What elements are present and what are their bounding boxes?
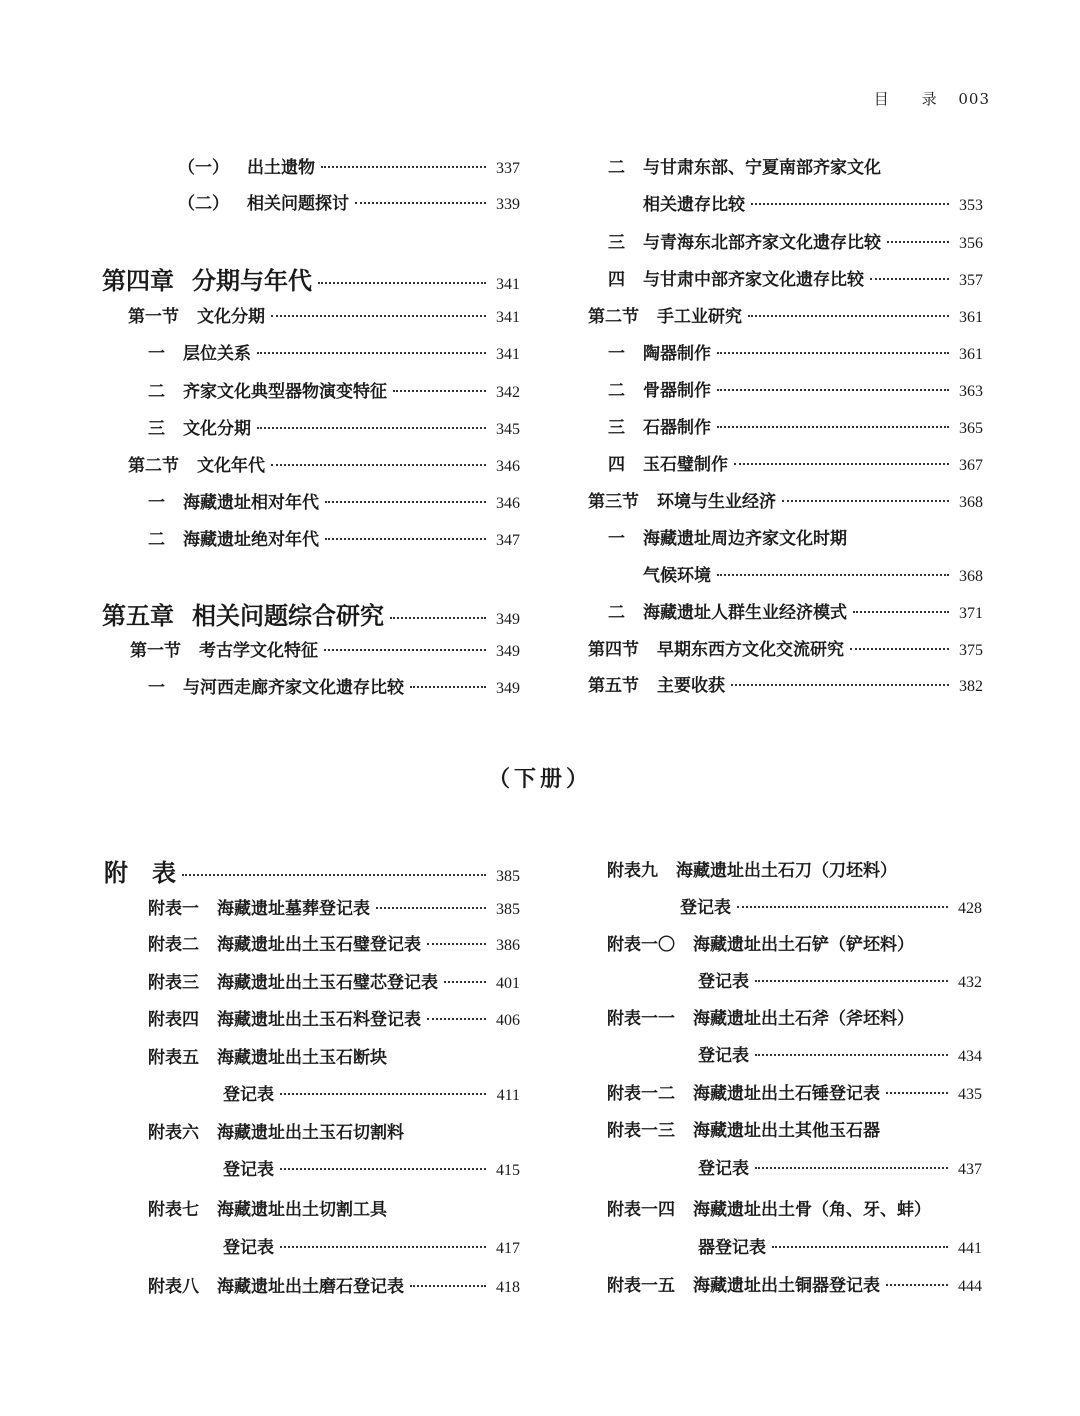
toc-entry [643, 561, 983, 586]
toc-entry-page-number: 444 [958, 1278, 982, 1295]
dot-leader [182, 874, 486, 876]
dot-leader [410, 1285, 486, 1287]
toc-entry-number: 附表八 [148, 1277, 199, 1297]
toc-entry-page-number: 339 [496, 196, 520, 213]
dot-leader [717, 574, 949, 576]
toc-entry [148, 1005, 520, 1030]
toc-entry [148, 1043, 520, 1068]
toc-entry-page-number: 337 [496, 160, 520, 177]
dot-leader [410, 686, 486, 688]
toc-entry-title: 骨器制作 [643, 381, 711, 401]
dot-leader [318, 282, 486, 284]
toc-entry [148, 525, 520, 550]
toc-entry [607, 1079, 982, 1104]
toc-entry-title: 登记表 [698, 972, 749, 992]
toc-entry-page-number: 341 [496, 309, 520, 326]
dot-leader [717, 389, 949, 391]
toc-entry-title: 海藏遗址出土磨石登记表 [217, 1277, 404, 1297]
toc-entry [223, 1233, 520, 1258]
toc-entry-title: 与甘肃东部、宁夏南部齐家文化 [643, 158, 881, 178]
dot-leader [734, 463, 949, 465]
toc-entry [178, 189, 520, 214]
toc-entry-number: 二 [148, 530, 165, 550]
toc-entry-page-number: 432 [958, 974, 982, 991]
dot-leader [717, 352, 949, 354]
toc-entry-title: 登记表 [223, 1238, 274, 1258]
dot-leader [280, 1168, 486, 1170]
toc-entry-page-number: 434 [958, 1048, 982, 1065]
volume-heading: （下册） [487, 766, 592, 792]
toc-entry-page-number: 385 [496, 901, 520, 918]
running-head-page-number: 003 [958, 90, 990, 108]
toc-entry-title: 文化年代 [197, 456, 265, 476]
running-head [874, 88, 990, 109]
dot-leader [887, 241, 949, 243]
toc-entry [608, 376, 983, 401]
toc-entry-title: 登记表 [223, 1160, 274, 1180]
dot-leader [376, 907, 486, 909]
toc-entry-page-number: 349 [496, 680, 520, 697]
toc-entry-title: 海藏遗址出土玉石璧登记表 [217, 935, 421, 955]
toc-entry-page-number: 435 [958, 1086, 982, 1103]
toc-entry-page-number: 361 [959, 346, 983, 363]
toc-entry-number: 第三节 [588, 492, 639, 512]
toc-entry-number: 二 [608, 158, 625, 178]
toc-entry-page-number: 382 [959, 678, 983, 695]
toc-entry [588, 487, 983, 512]
toc-entry-number: 附表五 [148, 1048, 199, 1068]
toc-entry [643, 190, 983, 215]
toc-entry [608, 598, 983, 623]
toc-entry-page-number: 341 [496, 276, 520, 293]
toc-entry [607, 856, 982, 881]
toc-entry-title: 海藏遗址墓葬登记表 [217, 899, 370, 919]
dot-leader [870, 278, 949, 280]
toc-entry [608, 450, 983, 475]
dot-leader [782, 500, 949, 502]
toc-entry-title: 相关问题综合研究 [192, 601, 384, 630]
dot-leader [257, 352, 486, 354]
toc-entry-title: 海藏遗址出土玉石切割料 [217, 1123, 404, 1143]
toc-entry [148, 1195, 520, 1220]
toc-entry [104, 853, 520, 888]
dot-leader [390, 617, 486, 619]
dot-leader [755, 1167, 948, 1169]
toc-entry-title: 海藏遗址出土切割工具 [217, 1200, 387, 1220]
dot-leader [271, 464, 486, 466]
toc-entry [148, 377, 520, 402]
toc-entry-number: 附表七 [148, 1200, 199, 1220]
toc-entry-number: （二） [178, 194, 229, 214]
dot-leader [731, 684, 949, 686]
toc-entry-page-number: 415 [496, 1162, 520, 1179]
toc-entry [223, 1080, 520, 1105]
toc-entry-number: 附表一〇 [607, 935, 675, 955]
toc-entry-number: 三 [608, 418, 625, 438]
toc-entry-title: 齐家文化典型器物演变特征 [183, 382, 387, 402]
toc-entry-page-number: 368 [959, 494, 983, 511]
toc-entry-title: 环境与生业经济 [657, 492, 776, 512]
toc-entry-number: 第一节 [128, 307, 179, 327]
toc-entry-number: 附表四 [148, 1010, 199, 1030]
toc-entry [148, 894, 520, 919]
toc-entry [128, 451, 520, 476]
toc-entry-title: 层位关系 [183, 344, 251, 364]
toc-entry-page-number: 441 [958, 1240, 982, 1257]
dot-leader [772, 1246, 948, 1248]
toc-entry-number: 一 [148, 678, 165, 698]
toc-entry-title: 出土遗物 [247, 158, 315, 178]
toc-entry-page-number: 385 [496, 868, 520, 885]
toc-entry-number: 二 [148, 382, 165, 402]
toc-entry-number: 三 [148, 419, 165, 439]
dot-leader [325, 538, 486, 540]
toc-entry [102, 261, 520, 296]
toc-entry-title: 陶器制作 [643, 344, 711, 364]
toc-entry-number: 附表三 [148, 973, 199, 993]
toc-entry [608, 524, 983, 549]
toc-entry-number: 一 [148, 493, 165, 513]
toc-entry-page-number: 356 [959, 235, 983, 252]
toc-entry-title: 文化分期 [183, 419, 251, 439]
dot-leader [717, 426, 949, 428]
dot-leader [850, 648, 949, 650]
toc-entry [608, 339, 983, 364]
toc-entry-page-number: 353 [959, 197, 983, 214]
toc-entry [608, 413, 983, 438]
toc-entry-page-number: 357 [959, 272, 983, 289]
toc-entry-title: 海藏遗址出土其他玉石器 [693, 1121, 880, 1141]
dot-leader [755, 980, 948, 982]
toc-entry-title: 海藏遗址人群生业经济模式 [643, 603, 847, 623]
toc-entry-number: 二 [608, 381, 625, 401]
toc-entry-number: 一 [148, 344, 165, 364]
toc-entry-number: 二 [608, 603, 625, 623]
toc-entry [698, 1154, 982, 1179]
dot-leader [393, 390, 486, 392]
toc-entry-title: 器登记表 [698, 1238, 766, 1258]
toc-entry-number: 第四章 [102, 266, 174, 295]
toc-entry-title: 文化分期 [197, 307, 265, 327]
dot-leader [271, 315, 486, 317]
toc-entry [148, 673, 520, 698]
toc-entry-number: 第二节 [588, 307, 639, 327]
toc-entry [102, 596, 520, 631]
toc-entry [128, 302, 520, 327]
toc-entry-title: 海藏遗址出土石刀（刀坯料） [676, 861, 897, 881]
toc-entry-page-number: 347 [496, 532, 520, 549]
toc-entry-page-number: 437 [958, 1161, 982, 1178]
toc-entry-title: 考古学文化特征 [199, 641, 318, 661]
toc-entry-number: 第五节 [588, 676, 639, 696]
toc-entry-title: 海藏遗址出土玉石璧芯登记表 [217, 973, 438, 993]
toc-entry-title: 与河西走廊齐家文化遗存比较 [183, 678, 404, 698]
toc-entry-number: 附表一三 [607, 1121, 675, 1141]
toc-entry-number: 附表一一 [607, 1009, 675, 1029]
toc-entry-page-number: 349 [496, 611, 520, 628]
toc-entry-number: 附表六 [148, 1123, 199, 1143]
toc-entry [607, 1116, 982, 1141]
toc-entry-page-number: 375 [959, 642, 983, 659]
dot-leader [886, 1092, 948, 1094]
toc-entry-page-number: 417 [496, 1240, 520, 1257]
toc-entry-number: 第二节 [128, 456, 179, 476]
toc-entry-title: 玉石璧制作 [643, 455, 728, 475]
toc-entry [148, 930, 520, 955]
dot-leader [748, 315, 949, 317]
toc-entry-page-number: 428 [958, 900, 982, 917]
toc-entry-page-number: 363 [959, 383, 983, 400]
toc-entry-number: 一 [608, 529, 625, 549]
toc-entry-title: 登记表 [680, 898, 731, 918]
toc-entry-title: 与青海东北部齐家文化遗存比较 [643, 233, 881, 253]
toc-entry-page-number: 411 [496, 1087, 520, 1104]
toc-entry [588, 671, 983, 696]
toc-entry-number: 第四节 [588, 640, 639, 660]
toc-entry-title: 海藏遗址出土石锤登记表 [693, 1084, 880, 1104]
dot-leader [886, 1284, 948, 1286]
toc-entry [178, 153, 520, 178]
dot-leader [257, 427, 486, 429]
toc-entry-number: 附表一 [148, 899, 199, 919]
dot-leader [324, 649, 486, 651]
toc-entry-page-number: 368 [959, 568, 983, 585]
dot-leader [280, 1246, 486, 1248]
toc-entry-title: 海藏遗址出土石铲（铲坯料） [693, 935, 914, 955]
toc-entry [607, 1004, 982, 1029]
toc-entry-title: 海藏遗址周边齐家文化时期 [643, 529, 847, 549]
toc-entry-title: 分期与年代 [192, 266, 312, 295]
dot-leader [321, 166, 486, 168]
dot-leader [444, 981, 486, 983]
toc-entry-page-number: 345 [496, 421, 520, 438]
toc-entry-number: 附表一五 [607, 1276, 675, 1296]
toc-entry [607, 1271, 982, 1296]
toc-entry [698, 967, 982, 992]
toc-entry-page-number: 346 [496, 495, 520, 512]
toc-entry-page-number: 371 [959, 605, 983, 622]
toc-entry-number: 附 表 [104, 858, 176, 887]
toc-entry [588, 635, 983, 660]
dot-leader [427, 943, 486, 945]
toc-entry [608, 153, 983, 178]
toc-entry-page-number: 365 [959, 420, 983, 437]
toc-entry-title: 相关问题探讨 [247, 194, 349, 214]
dot-leader [737, 906, 948, 908]
toc-entry [148, 339, 520, 364]
toc-entry [148, 968, 520, 993]
toc-entry-title: 主要收获 [657, 676, 725, 696]
toc-entry-title: 登记表 [698, 1046, 749, 1066]
dot-leader [355, 202, 486, 204]
toc-entry-number: 一 [608, 344, 625, 364]
toc-entry-page-number: 341 [496, 346, 520, 363]
toc-entry-page-number: 418 [496, 1279, 520, 1296]
toc-entry-number: 四 [608, 455, 625, 475]
toc-entry-number: 附表二 [148, 935, 199, 955]
toc-entry-page-number: 367 [959, 457, 983, 474]
toc-entry [607, 930, 982, 955]
toc-entry [588, 302, 983, 327]
toc-entry-title: 海藏遗址出土石斧（斧坯料） [693, 1009, 914, 1029]
toc-entry-number: 附表一四 [607, 1200, 675, 1220]
toc-entry [148, 414, 520, 439]
toc-entry [130, 636, 520, 661]
toc-entry-title: 海藏遗址出土玉石料登记表 [217, 1010, 421, 1030]
toc-entry [148, 1272, 520, 1297]
toc-entry-title: 海藏遗址绝对年代 [183, 530, 319, 550]
toc-entry [608, 265, 983, 290]
toc-entry-title: 海藏遗址相对年代 [183, 493, 319, 513]
toc-entry-number: 四 [608, 270, 625, 290]
toc-entry-page-number: 401 [496, 975, 520, 992]
toc-entry-number: 第一节 [130, 641, 181, 661]
running-head-title: 目 录 [873, 90, 951, 108]
toc-entry [607, 1195, 982, 1220]
dot-leader [755, 1054, 948, 1056]
toc-entry-title: 海藏遗址出土铜器登记表 [693, 1276, 880, 1296]
toc-entry-page-number: 361 [959, 309, 983, 326]
toc-entry-title: 相关遗存比较 [643, 195, 745, 215]
dot-leader [280, 1093, 486, 1095]
toc-entry-page-number: 342 [496, 384, 520, 401]
toc-entry-title: 与甘肃中部齐家文化遗存比较 [643, 270, 864, 290]
toc-entry-number: 附表九 [607, 861, 658, 881]
toc-entry [698, 1233, 982, 1258]
toc-entry [608, 228, 983, 253]
toc-entry-page-number: 406 [496, 1012, 520, 1029]
toc-entry [680, 893, 982, 918]
toc-entry-title: 登记表 [223, 1085, 274, 1105]
toc-entry [698, 1041, 982, 1066]
dot-leader [427, 1018, 486, 1020]
dot-leader [853, 611, 949, 613]
toc-entry-number: 三 [608, 233, 625, 253]
toc-entry-title: 气候环境 [643, 566, 711, 586]
dot-leader [751, 203, 949, 205]
dot-leader [325, 501, 486, 503]
toc-entry [223, 1155, 520, 1180]
toc-entry-page-number: 386 [496, 937, 520, 954]
toc-entry [148, 488, 520, 513]
toc-entry-number: （一） [178, 158, 229, 178]
toc-entry-page-number: 346 [496, 458, 520, 475]
toc-entry [148, 1118, 520, 1143]
toc-entry-number: 附表一二 [607, 1084, 675, 1104]
toc-entry-title: 早期东西方文化交流研究 [657, 640, 844, 660]
toc-entry-title: 石器制作 [643, 418, 711, 438]
toc-entry-number: 第五章 [102, 601, 174, 630]
toc-entry-title: 海藏遗址出土玉石断块 [217, 1048, 387, 1068]
toc-entry-title: 海藏遗址出土骨（角、牙、蚌） [693, 1200, 931, 1220]
toc-entry-page-number: 349 [496, 643, 520, 660]
toc-entry-title: 登记表 [698, 1159, 749, 1179]
toc-entry-title: 手工业研究 [657, 307, 742, 327]
